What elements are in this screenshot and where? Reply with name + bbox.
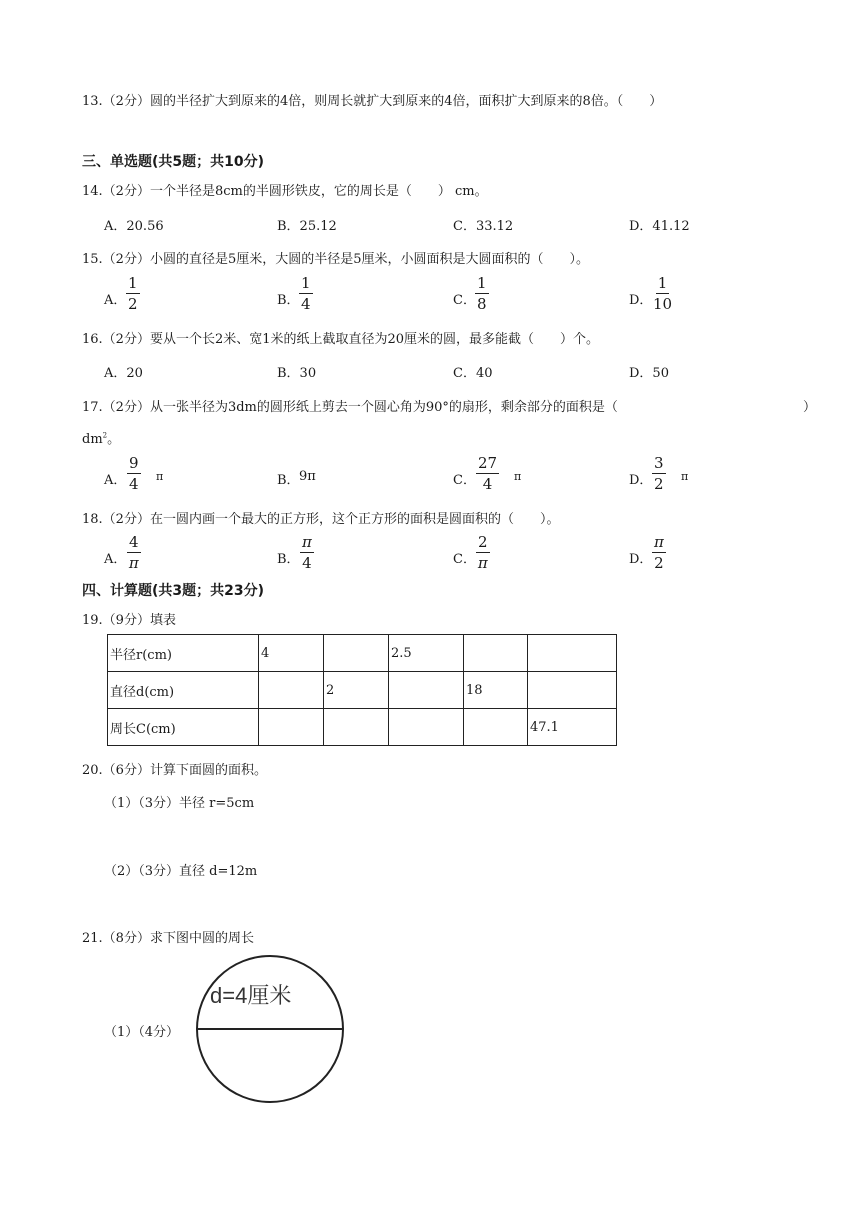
row-header-radius: 半径r(cm): [108, 635, 259, 672]
denominator: 2: [128, 295, 138, 313]
question-17: 17.（2分）从一张半径为3dm的圆形纸上剪去一个圆心角为90°的扇形，剩余部分的面积是（: [82, 400, 618, 415]
numerator: 1: [657, 274, 668, 292]
q17-option-b-label[interactable]: B．: [277, 473, 300, 488]
q17-option-c-fraction[interactable]: [476, 456, 499, 492]
circle-figure: [190, 952, 355, 1110]
q18-option-c-label[interactable]: C．: [453, 552, 476, 567]
q17-option-d-label[interactable]: D．: [629, 473, 653, 488]
numerator: 4: [129, 533, 139, 551]
numerator: [652, 535, 666, 553]
fill-in-table: [107, 634, 617, 746]
denominator: 4: [301, 295, 311, 313]
pi-symbol: π: [477, 554, 488, 572]
q17-option-c-label[interactable]: C．: [453, 473, 476, 488]
q14-option-a[interactable]: A．20.56: [104, 219, 164, 234]
table-cell[interactable]: 2: [324, 672, 389, 709]
table-row: [108, 635, 617, 672]
section-title-single-choice: 三、单选题(共5题；共10分): [82, 154, 265, 170]
q17-paren-close: ）: [803, 400, 817, 415]
q18-option-b-fraction[interactable]: [300, 535, 314, 571]
table-cell[interactable]: [324, 635, 389, 672]
q14-option-c[interactable]: C．33.12: [453, 219, 514, 234]
table-row: [108, 672, 617, 709]
numerator: 1: [128, 274, 138, 292]
question-18: 18.（2分）在一圆内画一个最大的正方形，这个正方形的面积是圆面积的（ ）。: [82, 512, 560, 527]
q15-option-b-label[interactable]: B．: [277, 293, 300, 308]
numerator: 2: [478, 533, 488, 551]
table-cell[interactable]: [389, 672, 464, 709]
denominator: 4: [129, 475, 139, 493]
q21-sub-1: （1）（4分）: [104, 1025, 180, 1040]
q20-sub-2: （2）（3分）直径 d=12m: [104, 864, 258, 879]
q14-option-d[interactable]: D．41.12: [629, 219, 690, 234]
q15-option-a-fraction[interactable]: [126, 276, 140, 312]
denominator: 8: [477, 295, 487, 313]
question-19: 19.（9分）填表: [82, 613, 176, 628]
q17-unit: [82, 428, 120, 447]
row-header-diameter: 直径d(cm): [108, 672, 259, 709]
q17-option-a-pi: π: [156, 470, 164, 483]
q16-option-d[interactable]: D．50: [629, 366, 669, 381]
denominator: 10: [653, 295, 673, 313]
q20-sub-1: （1）（3分）半径 r=5cm: [104, 796, 255, 811]
numerator: 1: [477, 274, 487, 292]
table-cell[interactable]: 2.5: [389, 635, 464, 672]
denominator: 4: [302, 554, 312, 572]
table-cell[interactable]: [528, 635, 617, 672]
table-cell[interactable]: 18: [464, 672, 528, 709]
q17-option-a-fraction[interactable]: [127, 456, 141, 492]
question-15: 15.（2分）小圆的直径是5厘米，大圆的半径是5厘米，小圆面积是大圆面积的（ ）。: [82, 252, 589, 267]
table-cell[interactable]: [389, 709, 464, 746]
unit-text: dm: [82, 432, 103, 447]
row-header-circumference: 周长C(cm): [108, 709, 259, 746]
table-cell[interactable]: 4: [259, 635, 324, 672]
q15-option-a-label[interactable]: A．: [104, 293, 127, 308]
denominator: [129, 553, 139, 571]
table-cell[interactable]: [259, 709, 324, 746]
section-title-calculation: 四、计算题(共3题；共23分): [82, 583, 265, 599]
q18-option-a-label[interactable]: A．: [104, 552, 127, 567]
pi-symbol: π: [302, 533, 312, 551]
denominator: 2: [654, 554, 664, 572]
q16-option-c[interactable]: C．40: [453, 366, 493, 381]
q18-option-b-label[interactable]: B．: [277, 552, 300, 567]
q15-option-c-fraction[interactable]: [475, 276, 489, 312]
unit-superscript: 2: [102, 431, 108, 440]
denominator: 2: [654, 475, 664, 493]
q15-option-d-label[interactable]: D．: [629, 293, 653, 308]
diameter-label: d=4厘米: [210, 983, 292, 1008]
q18-option-a-fraction[interactable]: [127, 535, 141, 571]
q16-option-a[interactable]: A．20: [104, 366, 143, 381]
pi-symbol: π: [654, 533, 664, 551]
question-21: 21.（8分）求下图中圆的周长: [82, 931, 254, 946]
q16-option-b[interactable]: B．30: [277, 366, 317, 381]
q18-option-d-label[interactable]: D．: [629, 552, 653, 567]
q17-option-d-pi: π: [681, 470, 689, 483]
unit-tail: 。: [107, 432, 121, 447]
q15-option-c-label[interactable]: C．: [453, 293, 476, 308]
table-cell[interactable]: 47.1: [528, 709, 617, 746]
denominator: [478, 553, 488, 571]
q15-option-b-fraction[interactable]: [299, 276, 313, 312]
table-cell[interactable]: [324, 709, 389, 746]
q18-option-c-fraction[interactable]: [476, 535, 490, 571]
q18-option-d-fraction[interactable]: [652, 535, 666, 571]
question-16: 16.（2分）要从一个长2米、宽1米的纸上截取直径为20厘米的圆，最多能截（ ）个。: [82, 332, 600, 347]
question-14: 14.（2分）一个半径是8cm的半圆形铁皮，它的周长是（ ） cm。: [82, 184, 488, 199]
numerator: 3: [654, 454, 664, 472]
table-cell[interactable]: [259, 672, 324, 709]
denominator: 4: [482, 475, 493, 493]
q17-option-c-pi: π: [514, 470, 522, 483]
numerator: 1: [301, 274, 311, 292]
numerator: 9: [129, 454, 139, 472]
question-13: 13.（2分）圆的半径扩大到原来的4倍，则周长就扩大到原来的4倍，面积扩大到原来的8倍。（ ）: [82, 94, 663, 109]
q17-option-b-value[interactable]: 9π: [299, 469, 316, 484]
pi-symbol: π: [128, 554, 139, 572]
q17-option-d-fraction[interactable]: [652, 456, 666, 492]
question-20: 20.（6分）计算下面圆的面积。: [82, 763, 267, 778]
table-row: [108, 709, 617, 746]
numerator: [300, 535, 314, 553]
q17-option-a-label[interactable]: A．: [104, 473, 127, 488]
table-cell[interactable]: [464, 635, 528, 672]
q14-option-b[interactable]: B．25.12: [277, 219, 337, 234]
table-cell[interactable]: [464, 709, 528, 746]
q15-option-d-fraction[interactable]: [653, 276, 672, 312]
table-cell[interactable]: [528, 672, 617, 709]
numerator: 27: [478, 454, 498, 472]
